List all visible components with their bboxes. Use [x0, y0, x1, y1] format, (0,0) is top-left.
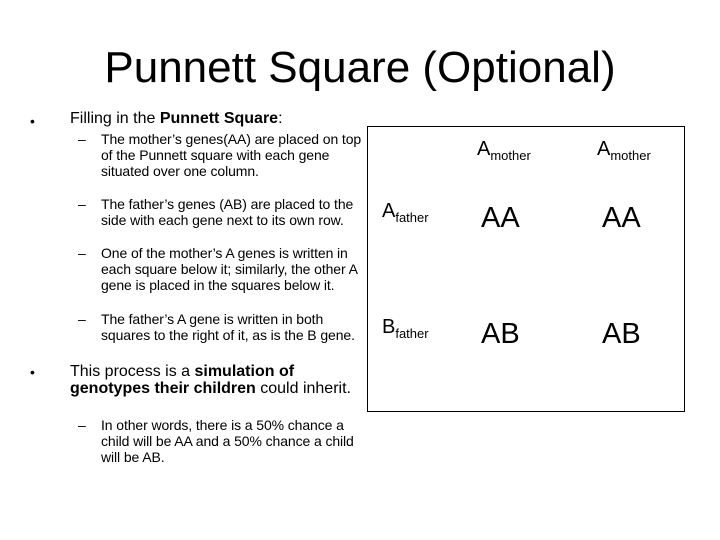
subitem-text: The mother’s genes(AA) are placed on top of the Punnett square with each gene situated over one column. — [101, 131, 362, 179]
header-mother-2 — [597, 137, 651, 168]
header-subscript: mother — [490, 148, 531, 163]
punnett-square — [367, 126, 685, 412]
dash-marker: – — [78, 131, 86, 147]
header-father-1 — [382, 199, 429, 230]
genotype-cell: AB — [481, 318, 520, 350]
bullet-bold-text: simulation of genotypes their children — [70, 363, 295, 397]
dash-marker: – — [78, 245, 86, 261]
genotype-cell: AB — [602, 318, 641, 350]
bullet-text: : — [278, 110, 283, 127]
genotype-cell: AA — [602, 202, 641, 234]
subitem-mother-a-gene — [78, 245, 368, 293]
subitem-probability — [78, 417, 368, 465]
bullet-simulation — [70, 363, 360, 397]
bullet-marker: • — [30, 113, 35, 129]
bullet-bold-text: Punnett Square — [159, 110, 279, 127]
subitem-text: The father’s genes (AB) are placed to the side with each gene next to its own row. — [101, 196, 354, 228]
dash-marker: – — [78, 311, 86, 327]
slide-title: Punnett Square (Optional) — [104, 43, 616, 92]
header-subscript: father — [395, 210, 429, 225]
header-letter: A — [382, 200, 396, 222]
bullet-filling-in — [70, 110, 360, 127]
dash-marker: – — [78, 196, 86, 212]
bullet-text: This process is a — [70, 363, 195, 380]
header-subscript: father — [395, 326, 429, 341]
header-mother-1 — [477, 137, 531, 168]
bullet-text: could inherit. — [255, 380, 351, 397]
bullet-marker: • — [30, 364, 35, 380]
header-letter: A — [597, 138, 611, 160]
genotype-cell: AA — [481, 202, 520, 234]
subitem-text: In other words, there is a 50% chance a child will be AA and a 50% chance a child will be AB. — [101, 417, 354, 465]
header-letter: B — [382, 316, 396, 338]
subitem-father-genes — [78, 196, 368, 228]
subitem-text: One of the mother’s A genes is written in each square below it; similarly, the other A gene is placed in the squares below it. — [101, 245, 358, 293]
dash-marker: – — [78, 417, 86, 433]
subitem-father-a-gene — [78, 311, 368, 343]
subitem-text: The father’s A gene is written in both squares to the right of it, as is the B gene. — [101, 311, 355, 343]
header-father-2 — [382, 315, 429, 346]
subitem-mother-genes — [78, 131, 368, 179]
header-letter: A — [477, 138, 491, 160]
bullet-text: Filling in the — [70, 110, 160, 127]
header-subscript: mother — [610, 148, 651, 163]
